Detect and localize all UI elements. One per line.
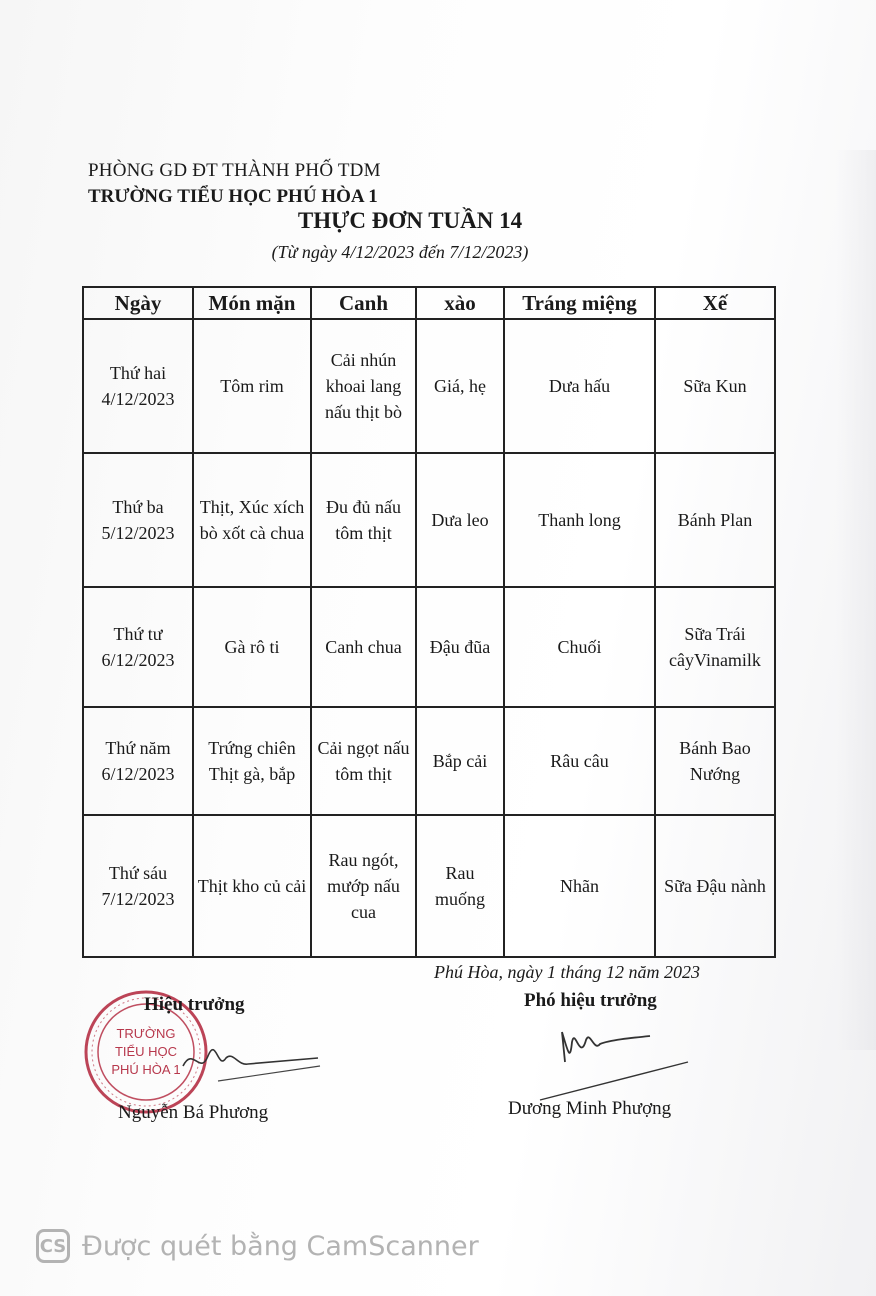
col-header-stir-fry: xào	[416, 287, 504, 319]
dessert-cell: Thanh long	[504, 453, 655, 587]
day-cell	[83, 453, 193, 587]
paper-fold-shadow	[836, 150, 876, 1050]
main-dish-cell: Trứng chiên Thịt gà, bắp	[193, 707, 311, 815]
snack-cell: Sữa Kun	[655, 319, 775, 453]
day-cell	[83, 815, 193, 957]
day-name: Thứ tư	[113, 624, 163, 644]
day-name: Thứ ba	[112, 497, 164, 517]
soup-cell: Canh chua	[311, 587, 416, 707]
main-dish-cell: Thịt, Xúc xích bò xốt cà chua	[193, 453, 311, 587]
day-name: Thứ sáu	[108, 863, 168, 883]
snack-cell: Sữa Đậu nành	[655, 815, 775, 957]
table-row	[83, 587, 775, 707]
day-date: 5/12/2023	[101, 523, 175, 543]
department-name: PHÒNG GD ĐT THÀNH PHỐ TDM	[88, 160, 381, 181]
seal-line-2: TIỂU HỌC	[114, 1044, 178, 1059]
watermark-text: Được quét bằng CamScanner	[82, 1230, 479, 1262]
dessert-cell: Râu câu	[504, 707, 655, 815]
col-header-dessert: Tráng miệng	[504, 287, 655, 319]
col-header-main-dish: Món mặn	[193, 287, 311, 319]
principal-title: Hiệu trưởng	[144, 994, 245, 1015]
main-dish-cell: Gà rô ti	[193, 587, 311, 707]
day-date: 4/12/2023	[101, 389, 175, 409]
seal-line-3: PHÚ HÒA 1	[111, 1062, 181, 1077]
school-name: TRƯỜNG TIỂU HỌC PHÚ HÒA 1	[88, 186, 378, 207]
dessert-cell: Dưa hấu	[504, 319, 655, 453]
col-header-soup: Canh	[311, 287, 416, 319]
table-row	[83, 815, 775, 957]
col-header-day: Ngày	[83, 287, 193, 319]
dessert-cell: Nhãn	[504, 815, 655, 957]
signing-date: Phú Hòa, ngày 1 tháng 12 năm 2023	[434, 962, 700, 982]
day-date: 7/12/2023	[101, 889, 175, 909]
day-cell	[83, 707, 193, 815]
day-name: Thứ hai	[109, 363, 167, 383]
camscanner-logo-icon: CS	[36, 1229, 70, 1263]
stir-fry-cell: Rau muống	[416, 815, 504, 957]
table-header-row	[83, 287, 775, 319]
col-header-snack: Xế	[655, 287, 775, 319]
stir-fry-cell: Dưa leo	[416, 453, 504, 587]
snack-cell: Bánh Plan	[655, 453, 775, 587]
stir-fry-cell: Giá, hẹ	[416, 319, 504, 453]
vice-principal-title: Phó hiệu trưởng	[524, 990, 657, 1011]
dessert-cell: Chuối	[504, 587, 655, 707]
stir-fry-cell: Đậu đũa	[416, 587, 504, 707]
day-name: Thứ năm	[105, 738, 171, 758]
snack-cell: Bánh Bao Nướng	[655, 707, 775, 815]
camscanner-watermark	[36, 1226, 479, 1266]
main-dish-cell: Thịt kho củ cải	[193, 815, 311, 957]
day-cell	[83, 587, 193, 707]
soup-cell: Cải ngọt nấu tôm thịt	[311, 707, 416, 815]
soup-cell: Cải nhún khoai lang nấu thịt bò	[311, 319, 416, 453]
vice-principal-name: Dương Minh Phượng	[508, 1098, 672, 1119]
date-range: (Từ ngày 4/12/2023 đến 7/12/2023)	[271, 242, 529, 262]
stir-fry-cell: Bắp cải	[416, 707, 504, 815]
day-date: 6/12/2023	[101, 650, 175, 670]
table-row	[83, 453, 775, 587]
table-row	[83, 319, 775, 453]
principal-signature	[178, 1036, 328, 1086]
seal-line-1: TRƯỜNG	[116, 1026, 176, 1041]
day-date: 6/12/2023	[101, 764, 175, 784]
menu-title: THỰC ĐƠN TUẦN 14	[297, 208, 523, 233]
soup-cell: Đu đủ nấu tôm thịt	[311, 453, 416, 587]
snack-cell: Sữa Trái câyVinamilk	[655, 587, 775, 707]
day-cell	[83, 319, 193, 453]
main-dish-cell: Tôm rim	[193, 319, 311, 453]
soup-cell: Rau ngót, mướp nấu cua	[311, 815, 416, 957]
principal-name: Nguyễn Bá Phương	[118, 1102, 269, 1123]
table-row	[83, 707, 775, 815]
weekly-menu-table	[82, 286, 776, 958]
